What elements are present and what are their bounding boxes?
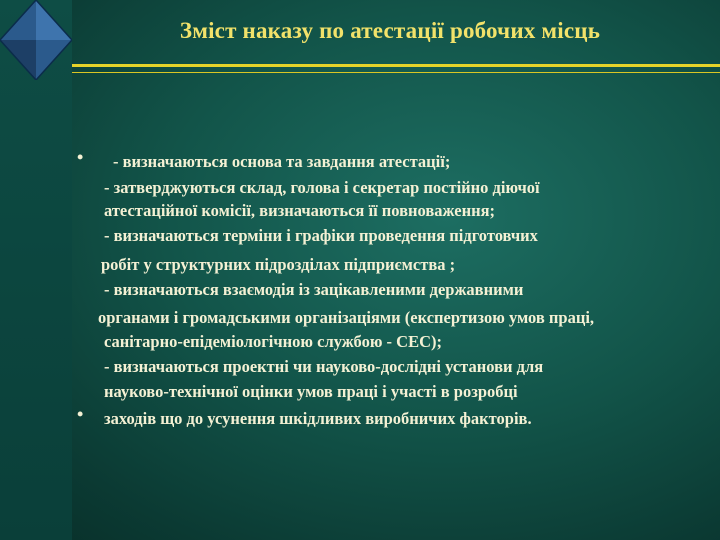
bullet-1: • xyxy=(77,147,84,167)
bullet-2: • xyxy=(77,404,84,424)
slide-title: Зміст наказу по атестації робочих місць xyxy=(179,18,601,43)
left-band xyxy=(0,0,72,540)
title-rule-thick xyxy=(72,64,720,67)
content-line-6: - визначаються взаємодія із зацікавленими державними xyxy=(104,280,524,299)
content-line-11: заходів що до усунення шкідливих виробничих факторів. xyxy=(104,409,532,428)
content-line-7: органами і громадськими організаціями (експертизою умов праці, xyxy=(98,308,595,327)
diamond-logo xyxy=(0,0,72,80)
content-line-2: - затверджуються склад, голова і секретар постійно діючої xyxy=(104,178,540,197)
content-line-4: - визначаються терміни і графіки проведення підготовчих xyxy=(104,226,538,245)
content-line-8: санітарно-епідеміологічною службою - СЕС); xyxy=(104,332,442,351)
content-line-10: науково-технічної оцінки умов праці і участі в розробці xyxy=(104,382,518,401)
content-line-3: атестаційної комісії, визначаються її повноваження; xyxy=(104,201,496,220)
content-line-5: робіт у структурних підрозділах підприємства ; xyxy=(101,255,456,274)
content-line-9: - визначаються проектні чи науково-дослідні установи для xyxy=(104,357,544,376)
content-line-1: - визначаються основа та завдання атестації; xyxy=(113,152,451,171)
title-rule-thin xyxy=(72,72,720,73)
